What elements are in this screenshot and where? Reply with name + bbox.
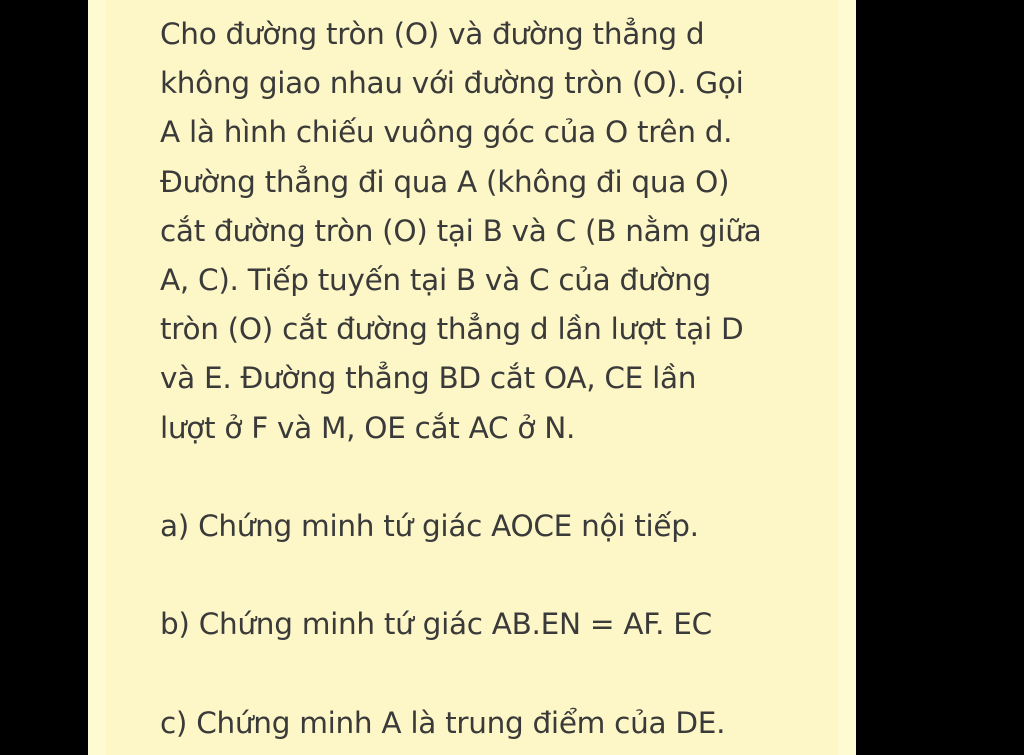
problem-line: lượt ở F và M, OE cắt AC ở N.: [160, 410, 576, 445]
problem-text: [160, 10, 810, 748]
question-b: b) Chứng minh tứ giác AB.EN = AF. EC: [160, 607, 712, 642]
spacer: [160, 453, 810, 502]
problem-line: Đường thẳng đi qua A (không đi qua O): [160, 164, 730, 199]
problem-line: A, C). Tiếp tuyến tại B và C của đường: [160, 263, 711, 298]
problem-line: không giao nhau với đường tròn (O). Gọi: [160, 66, 744, 101]
question-a: a) Chứng minh tứ giác AOCE nội tiếp.: [160, 509, 699, 544]
problem-line: A là hình chiếu vuông góc của O trên d.: [160, 115, 733, 150]
problem-line: và E. Đường thẳng BD cắt OA, CE lần: [160, 361, 697, 396]
spacer: [160, 551, 810, 600]
question-c: c) Chứng minh A là trung điểm của DE.: [160, 705, 726, 740]
problem-line: Cho đường tròn (O) và đường thẳng d: [160, 17, 705, 51]
problem-line: tròn (O) cắt đường thẳng d lần lượt tại D: [160, 312, 744, 347]
spacer: [160, 650, 810, 699]
problem-line: cắt đường tròn (O) tại B và C (B nằm giữa: [160, 213, 762, 248]
